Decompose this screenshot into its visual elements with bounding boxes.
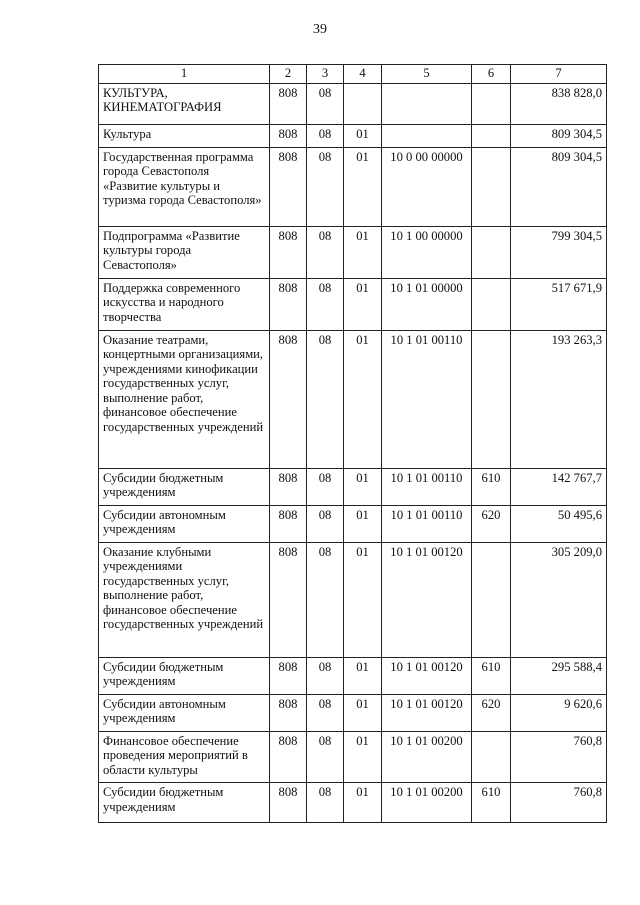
expense-type-cell: [472, 542, 511, 657]
amount-cell: 295 588,4: [511, 657, 607, 694]
column-header: 1: [99, 65, 270, 84]
column-header: 5: [382, 65, 472, 84]
item-name-cell: Подпрограмма «Развитие культуры города Севастополя»: [99, 226, 270, 278]
section-code-cell: 08: [307, 147, 344, 226]
page-number: 39: [313, 22, 327, 37]
table-row: [99, 694, 607, 731]
table-row: [99, 330, 607, 468]
amount-cell: 193 263,3: [511, 330, 607, 468]
expense-type-cell: [472, 278, 511, 330]
column-header: 3: [307, 65, 344, 84]
section-code-cell: 08: [307, 83, 344, 124]
subsection-code-cell: 01: [344, 330, 382, 468]
budget-table: [98, 64, 607, 823]
subsection-code-cell: 01: [344, 124, 382, 147]
amount-cell: 799 304,5: [511, 226, 607, 278]
target-article-cell: 10 1 01 00200: [382, 783, 472, 823]
section-code-cell: 08: [307, 330, 344, 468]
amount-cell: 517 671,9: [511, 278, 607, 330]
amount-cell: 305 209,0: [511, 542, 607, 657]
subsection-code-cell: 01: [344, 278, 382, 330]
department-code-cell: 808: [270, 278, 307, 330]
subsection-code-cell: 01: [344, 226, 382, 278]
column-header: 4: [344, 65, 382, 84]
expense-type-cell: 610: [472, 783, 511, 823]
table-row: [99, 505, 607, 542]
subsection-code-cell: [344, 83, 382, 124]
target-article-cell: [382, 83, 472, 124]
department-code-cell: 808: [270, 468, 307, 505]
section-code-cell: 08: [307, 731, 344, 783]
subsection-code-cell: 01: [344, 783, 382, 823]
item-name-cell: Оказание клубными учреждениями государственных услуг, выполнение работ, финансовое обеспечение государственных учреждений: [99, 542, 270, 657]
department-code-cell: 808: [270, 147, 307, 226]
item-name-cell: Поддержка современного искусства и народного творчества: [99, 278, 270, 330]
amount-cell: 760,8: [511, 783, 607, 823]
expense-type-cell: [472, 124, 511, 147]
department-code-cell: 808: [270, 783, 307, 823]
table-row: [99, 226, 607, 278]
target-article-cell: 10 1 00 00000: [382, 226, 472, 278]
target-article-cell: 10 1 01 00000: [382, 278, 472, 330]
amount-cell: 50 495,6: [511, 505, 607, 542]
amount-cell: 809 304,5: [511, 147, 607, 226]
department-code-cell: 808: [270, 657, 307, 694]
target-article-cell: 10 1 01 00120: [382, 657, 472, 694]
department-code-cell: 808: [270, 542, 307, 657]
column-header: 7: [511, 65, 607, 84]
table-row: [99, 783, 607, 823]
column-number-row: [99, 65, 607, 84]
subsection-code-cell: 01: [344, 731, 382, 783]
table-row: [99, 468, 607, 505]
table-row: [99, 657, 607, 694]
column-header: 6: [472, 65, 511, 84]
amount-cell: 760,8: [511, 731, 607, 783]
target-article-cell: [382, 124, 472, 147]
subsection-code-cell: 01: [344, 468, 382, 505]
subsection-code-cell: 01: [344, 694, 382, 731]
item-name-cell: Финансовое обеспечение проведения мероприятий в области культуры: [99, 731, 270, 783]
target-article-cell: 10 1 01 00120: [382, 542, 472, 657]
expense-type-cell: [472, 330, 511, 468]
item-name-cell: Государственная программа города Севастополя «Развитие культуры и туризма города Севастополя»: [99, 147, 270, 226]
amount-cell: 838 828,0: [511, 83, 607, 124]
column-header: 2: [270, 65, 307, 84]
table-body: [99, 65, 607, 823]
expense-type-cell: [472, 83, 511, 124]
target-article-cell: 10 1 01 00120: [382, 694, 472, 731]
item-name-cell: КУЛЬТУРА, КИНЕМАТОГРАФИЯ: [99, 83, 270, 124]
target-article-cell: 10 1 01 00200: [382, 731, 472, 783]
section-code-cell: 08: [307, 278, 344, 330]
table-row: [99, 83, 607, 124]
department-code-cell: 808: [270, 124, 307, 147]
item-name-cell: Субсидии автономным учреждениям: [99, 694, 270, 731]
subsection-code-cell: 01: [344, 505, 382, 542]
target-article-cell: 10 1 01 00110: [382, 505, 472, 542]
section-code-cell: 08: [307, 124, 344, 147]
subsection-code-cell: 01: [344, 542, 382, 657]
section-code-cell: 08: [307, 226, 344, 278]
expense-type-cell: [472, 226, 511, 278]
expense-type-cell: [472, 731, 511, 783]
table-row: [99, 124, 607, 147]
section-code-cell: 08: [307, 694, 344, 731]
target-article-cell: 10 1 01 00110: [382, 330, 472, 468]
expense-type-cell: 620: [472, 505, 511, 542]
subsection-code-cell: 01: [344, 147, 382, 226]
item-name-cell: Субсидии автономным учреждениям: [99, 505, 270, 542]
table-row: [99, 278, 607, 330]
amount-cell: 9 620,6: [511, 694, 607, 731]
section-code-cell: 08: [307, 783, 344, 823]
amount-cell: 142 767,7: [511, 468, 607, 505]
expense-type-cell: [472, 147, 511, 226]
section-code-cell: 08: [307, 468, 344, 505]
item-name-cell: Культура: [99, 124, 270, 147]
table-row: [99, 542, 607, 657]
department-code-cell: 808: [270, 694, 307, 731]
department-code-cell: 808: [270, 731, 307, 783]
table-row: [99, 147, 607, 226]
section-code-cell: 08: [307, 657, 344, 694]
amount-cell: 809 304,5: [511, 124, 607, 147]
item-name-cell: Оказание театрами, концертными организациями, учреждениями кинофикации государственных услуг, выполнение работ, финансовое обеспечение государственных учреждений: [99, 330, 270, 468]
item-name-cell: Субсидии бюджетным учреждениям: [99, 468, 270, 505]
expense-type-cell: 620: [472, 694, 511, 731]
target-article-cell: 10 0 00 00000: [382, 147, 472, 226]
expense-type-cell: 610: [472, 657, 511, 694]
expense-type-cell: 610: [472, 468, 511, 505]
department-code-cell: 808: [270, 330, 307, 468]
subsection-code-cell: 01: [344, 657, 382, 694]
target-article-cell: 10 1 01 00110: [382, 468, 472, 505]
department-code-cell: 808: [270, 226, 307, 278]
section-code-cell: 08: [307, 542, 344, 657]
department-code-cell: 808: [270, 505, 307, 542]
item-name-cell: Субсидии бюджетным учреждениям: [99, 657, 270, 694]
department-code-cell: 808: [270, 83, 307, 124]
section-code-cell: 08: [307, 505, 344, 542]
table-row: [99, 731, 607, 783]
item-name-cell: Субсидии бюджетным учреждениям: [99, 783, 270, 823]
